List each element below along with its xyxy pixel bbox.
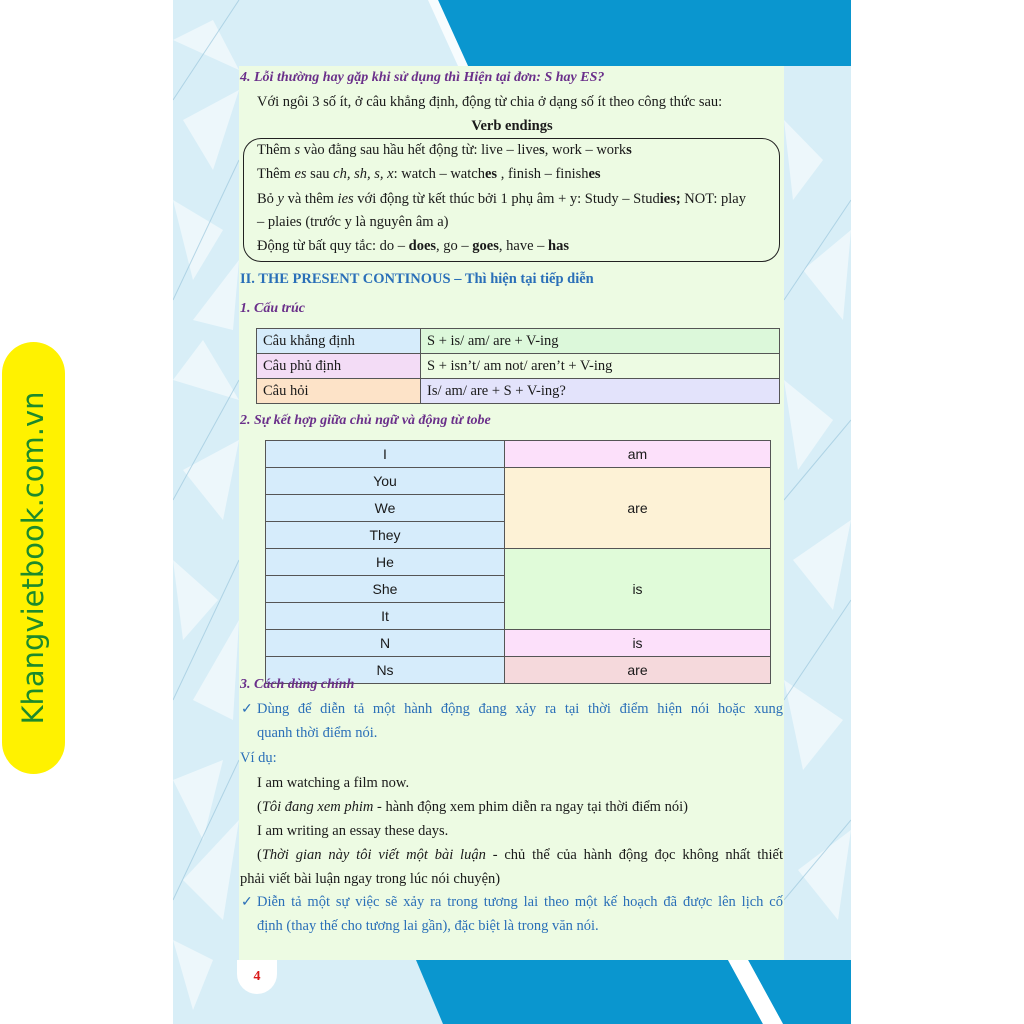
subject-cell: She <box>266 576 505 603</box>
section2-heading: II. THE PRESENT CONTINOUS – Thì hiện tại tiếp diễn <box>240 271 594 287</box>
table-row <box>257 379 780 404</box>
verb-cell: am <box>505 441 771 468</box>
subject-cell: N <box>266 630 505 657</box>
subject-cell: They <box>266 522 505 549</box>
example-2-note-line2: phải viết bài luận ngay trong lúc nói chuyện) <box>240 871 501 887</box>
example-1: I am watching a film now. <box>257 775 410 791</box>
usage-1-line2: quanh thời điểm nói. <box>257 725 378 741</box>
example-2-note: (Thời gian này tôi viết một bài luận - chủ thể của hành động đọc không nhất thiết <box>257 847 783 863</box>
section4-heading: 4. Lỗi thường hay gặp khi sử dụng thì Hiện tại đơn: S hay ES? <box>240 70 605 85</box>
top-blue-band <box>173 0 851 66</box>
subject-cell: You <box>266 468 505 495</box>
verb-cell: are <box>505 657 771 684</box>
rule-add-es: Thêm es sau ch, sh, s, x: watch – watches , finish – finishes <box>257 166 601 182</box>
subject-cell: We <box>266 495 505 522</box>
verb-cell: are <box>505 468 771 549</box>
page-number: 4 <box>237 960 277 994</box>
subject-cell: I <box>266 441 505 468</box>
table-row <box>257 354 780 379</box>
rule-add-s: Thêm s vào đằng sau hầu hết động từ: live – lives, work – works <box>257 142 632 158</box>
usage-2-line1: Diễn tả một sự việc sẽ xảy ra trong tương lai theo một kế hoạch đã được lên lịch cố <box>257 894 783 910</box>
structure-table <box>256 328 780 404</box>
structure-label: Câu phủ định <box>257 354 421 379</box>
usage-1-line1: Dùng để diễn tả một hành động đang xảy ra tại thời điểm hiện nói hoặc xung <box>257 701 783 717</box>
verb-cell: is <box>505 630 771 657</box>
rule-irregular: Động từ bất quy tắc: do – does, go – goes, have – has <box>257 238 569 254</box>
structure-label: Câu hỏi <box>257 379 421 404</box>
tobe-heading: 2. Sự kết hợp giữa chủ ngữ và động từ tobe <box>240 413 491 428</box>
usage-heading: 3. Cách dùng chính <box>240 677 355 692</box>
usage-2-line2: định (thay thế cho tương lai gần), đặc biệt là trong văn nói. <box>257 918 599 934</box>
table-row <box>257 329 780 354</box>
table-row <box>266 630 771 657</box>
example-1-note: (Tôi đang xem phim - hành động xem phim diễn ra ngay tại thời điểm nói) <box>257 799 688 815</box>
structure-formula: S + isn’t/ am not/ aren’t + V-ing <box>421 354 780 379</box>
table-row <box>266 549 771 576</box>
section4-intro: Với ngôi 3 số ít, ở câu khẳng định, động từ chia ở dạng số ít theo công thức sau: <box>257 94 723 110</box>
structure-heading: 1. Cấu trúc <box>240 301 305 316</box>
table-row <box>266 468 771 495</box>
table-row <box>266 441 771 468</box>
verb-cell: is <box>505 549 771 630</box>
tobe-table <box>265 440 771 684</box>
rule-ies: Bỏ y và thêm ies với động từ kết thúc bởi 1 phụ âm + y: Study – Studies; NOT: play <box>257 191 746 207</box>
checkmark-icon: ✓ <box>241 702 253 717</box>
verb-endings-title: Verb endings <box>471 118 553 134</box>
subject-cell: It <box>266 603 505 630</box>
subject-cell: He <box>266 549 505 576</box>
subject-cell: Ns <box>266 657 505 684</box>
checkmark-icon: ✓ <box>241 895 253 910</box>
structure-formula: Is/ am/ are + S + V-ing? <box>421 379 780 404</box>
example-label: Ví dụ: <box>240 750 277 766</box>
rule-ies-note: – plaies (trước y là nguyên âm a) <box>257 214 449 230</box>
watermark-text: Khangvietbook.com.vn <box>16 391 50 725</box>
structure-formula: S + is/ am/ are + V-ing <box>421 329 780 354</box>
example-2: I am writing an essay these days. <box>257 823 449 839</box>
structure-label: Câu khẳng định <box>257 329 421 354</box>
